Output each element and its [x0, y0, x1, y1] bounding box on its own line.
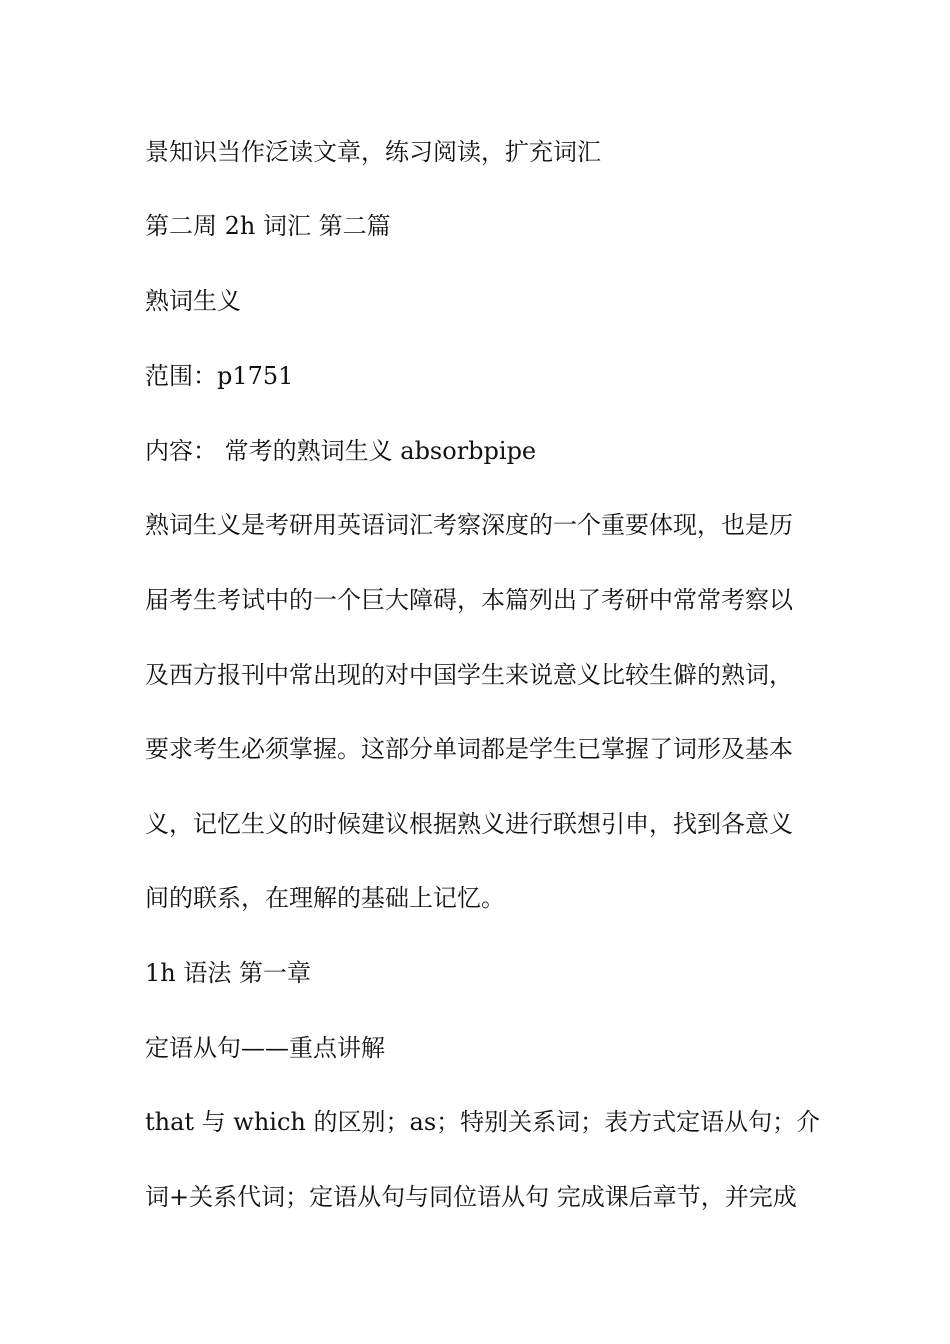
text-line-background-reading: 景知识当作泛读文章，练习阅读，扩充词汇 — [145, 138, 601, 166]
text-line-grammar-topic: 定语从句——重点讲解 — [145, 1034, 385, 1062]
paragraph-line: 届考生考试中的一个巨大障碍，本篇列出了考研中常常考察以 — [145, 586, 793, 614]
paragraph-line: 间的联系，在理解的基础上记忆。 — [145, 884, 505, 912]
paragraph-line: 及西方报刊中常出现的对中国学生来说意义比较生僻的熟词， — [145, 661, 793, 689]
text-line-section-title: 熟词生义 — [145, 287, 241, 315]
text-line-grammar-heading: 1h 语法 第一章 — [145, 959, 311, 987]
paragraph-line: 义，记忆生义的时候建议根据熟义进行联想引申，找到各意义 — [145, 810, 793, 838]
text-line-content: 内容： 常考的熟词生义 absorbpipe — [145, 437, 537, 465]
paragraph-line: 词+关系代词；定语从句与同位语从句 完成课后章节，并完成 — [145, 1183, 797, 1211]
paragraph-line: 熟词生义是考研用英语词汇考察深度的一个重要体现，也是历 — [145, 511, 793, 539]
paragraph-line: that 与 which 的区别；as；特别关系词；表方式定语从句；介 — [145, 1108, 821, 1136]
text-line-scope: 范围：p1751 — [145, 362, 294, 390]
text-line-week-two-heading: 第二周 2h 词汇 第二篇 — [145, 212, 391, 240]
paragraph-line: 要求考生必须掌握。这部分单词都是学生已掌握了词形及基本 — [145, 735, 793, 763]
